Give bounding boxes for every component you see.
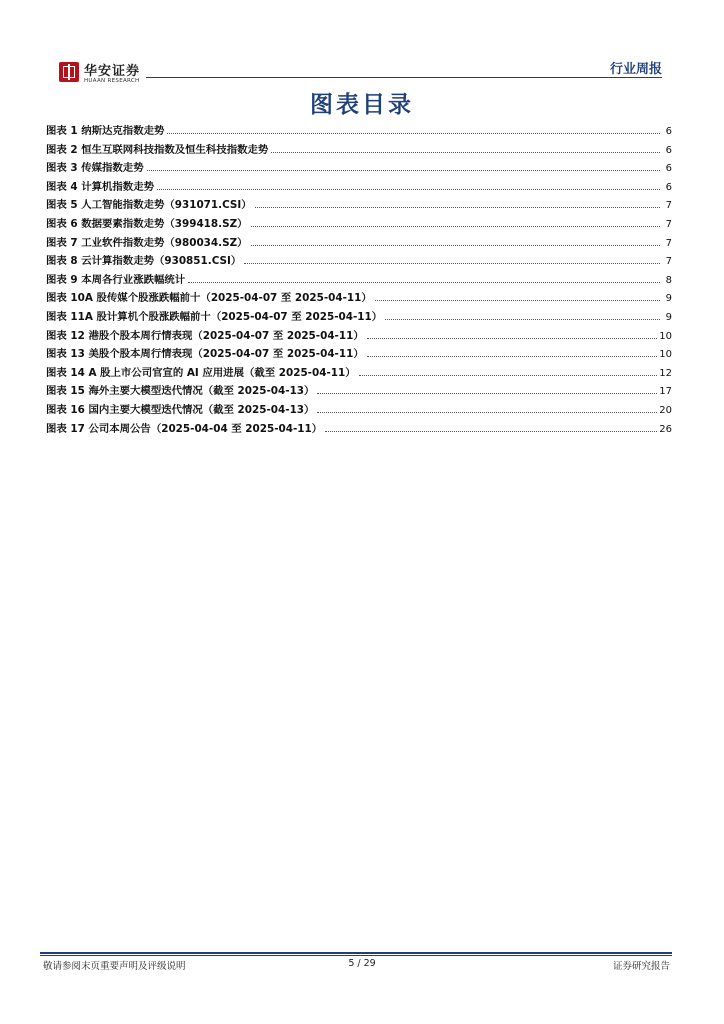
- toc-entry[interactable]: [46, 345, 672, 364]
- toc-entry-page[interactable]: 7: [665, 200, 672, 212]
- toc-entry[interactable]: [46, 420, 672, 439]
- toc-dot-leader: [367, 356, 658, 357]
- toc-entry-page[interactable]: 7: [665, 218, 672, 230]
- toc-entry-label[interactable]: 图表 1 纳斯达克指数走势: [46, 125, 165, 137]
- toc-entry-page[interactable]: 9: [665, 311, 672, 323]
- toc-dot-leader: [317, 412, 657, 413]
- toc-entry-page[interactable]: 20: [659, 404, 672, 416]
- header-divider: [146, 77, 662, 78]
- toc-entry-label[interactable]: 图表 4 计算机指数走势: [46, 180, 154, 193]
- page-header: [0, 0, 724, 90]
- toc-entry-page[interactable]: 17: [659, 386, 672, 398]
- page-title: 图表目录: [310, 92, 414, 118]
- toc-dot-leader: [147, 170, 660, 171]
- toc-entry-page[interactable]: 10: [659, 349, 672, 361]
- toc-entry[interactable]: [46, 159, 672, 178]
- toc-entry-page[interactable]: 6: [665, 181, 672, 193]
- toc-dot-leader: [251, 245, 661, 246]
- toc-entry-page[interactable]: 6: [665, 163, 672, 175]
- toc-entry-page[interactable]: 6: [665, 144, 672, 156]
- toc-dot-leader: [251, 226, 661, 227]
- toc-entry-label[interactable]: 图表 6 数据要素指数走势（399418.SZ）: [46, 217, 248, 230]
- toc-dot-leader: [317, 393, 657, 394]
- toc-dot-leader: [325, 431, 657, 432]
- toc-entry[interactable]: [46, 252, 672, 271]
- footer-page-indicator: 5 / 29: [348, 958, 376, 969]
- toc-entry[interactable]: [46, 122, 672, 141]
- toc-entry[interactable]: [46, 234, 672, 253]
- toc-entry-label[interactable]: 图表 16 国内主要大模型迭代情况（截至 2025-04-13）: [46, 403, 315, 416]
- toc-dot-leader: [244, 263, 660, 264]
- toc-entry-page[interactable]: 26: [659, 423, 672, 435]
- toc-entry-page[interactable]: 9: [665, 293, 672, 305]
- toc-entry[interactable]: [46, 178, 672, 197]
- figure-table-of-contents: [46, 122, 672, 438]
- toc-entry-label[interactable]: 图表 2 恒生互联网科技指数及恒生科技指数走势: [46, 143, 269, 156]
- toc-entry[interactable]: [46, 364, 672, 383]
- toc-entry-label[interactable]: 图表 5 人工智能指数走势（931071.CSI）: [46, 199, 252, 212]
- toc-entry-label[interactable]: 图表 17 公司本周公告（2025-04-04 至 2025-04-11）: [46, 422, 323, 435]
- toc-entry-page[interactable]: 6: [665, 126, 672, 137]
- toc-entry-page[interactable]: 7: [665, 237, 672, 249]
- toc-entry-page[interactable]: 10: [659, 330, 672, 342]
- toc-entry[interactable]: [46, 289, 672, 308]
- toc-entry-page[interactable]: 12: [659, 367, 672, 379]
- toc-dot-leader: [255, 207, 660, 208]
- toc-dot-leader: [271, 152, 660, 153]
- toc-dot-leader: [188, 282, 660, 283]
- toc-entry[interactable]: [46, 308, 672, 327]
- toc-dot-leader: [367, 338, 658, 339]
- toc-entry-label[interactable]: 图表 12 港股个股本周行情表现（2025-04-07 至 2025-04-11）: [46, 329, 364, 342]
- toc-dot-leader: [167, 133, 660, 134]
- toc-entry-page[interactable]: 7: [665, 256, 672, 268]
- toc-entry-label[interactable]: 图表 8 云计算指数走势（930851.CSI）: [46, 255, 242, 268]
- toc-entry[interactable]: [46, 215, 672, 234]
- toc-entry-label[interactable]: 图表 7 工业软件指数走势（980034.SZ）: [46, 236, 248, 249]
- toc-entry-label[interactable]: 图表 11A 股计算机个股涨跌幅前十（2025-04-07 至 2025-04-11）: [46, 310, 383, 323]
- footer-divider-thin: [40, 955, 672, 956]
- toc-dot-leader: [385, 319, 660, 320]
- toc-entry[interactable]: [46, 271, 672, 290]
- toc-entry[interactable]: [46, 327, 672, 346]
- brand-name-en: HUAAN RESEARCH: [84, 78, 140, 84]
- toc-entry-page[interactable]: 8: [665, 274, 672, 286]
- toc-entry-label[interactable]: 图表 10A 股传媒个股涨跌幅前十（2025-04-07 至 2025-04-11）: [46, 292, 372, 305]
- toc-entry[interactable]: [46, 196, 672, 215]
- toc-dot-leader: [359, 375, 658, 376]
- huaan-logo-icon: [59, 62, 79, 82]
- toc-entry[interactable]: [46, 141, 672, 160]
- footer-divider-thick: [40, 952, 672, 954]
- report-type-label: 行业周报: [609, 62, 662, 77]
- toc-dot-leader: [375, 300, 660, 301]
- toc-entry[interactable]: [46, 401, 672, 420]
- brand-name-cn: 华安证券: [84, 64, 141, 79]
- toc-entry-label[interactable]: 图表 15 海外主要大模型迭代情况（截至 2025-04-13）: [46, 385, 315, 398]
- toc-entry-label[interactable]: 图表 9 本周各行业涨跌幅统计: [46, 273, 186, 286]
- toc-dot-leader: [157, 189, 660, 190]
- footer-doc-type: 证券研究报告: [612, 961, 670, 972]
- footer-disclaimer: 敬请参阅末页重要声明及评级说明: [43, 961, 186, 972]
- toc-entry-label[interactable]: 图表 13 美股个股本周行情表现（2025-04-07 至 2025-04-11）: [46, 348, 364, 361]
- toc-entry-label[interactable]: 图表 14 A 股上市公司官宣的 AI 应用进展（截至 2025-04-11）: [46, 366, 356, 379]
- toc-entry-label[interactable]: 图表 3 传媒指数走势: [46, 162, 144, 175]
- toc-entry[interactable]: [46, 382, 672, 401]
